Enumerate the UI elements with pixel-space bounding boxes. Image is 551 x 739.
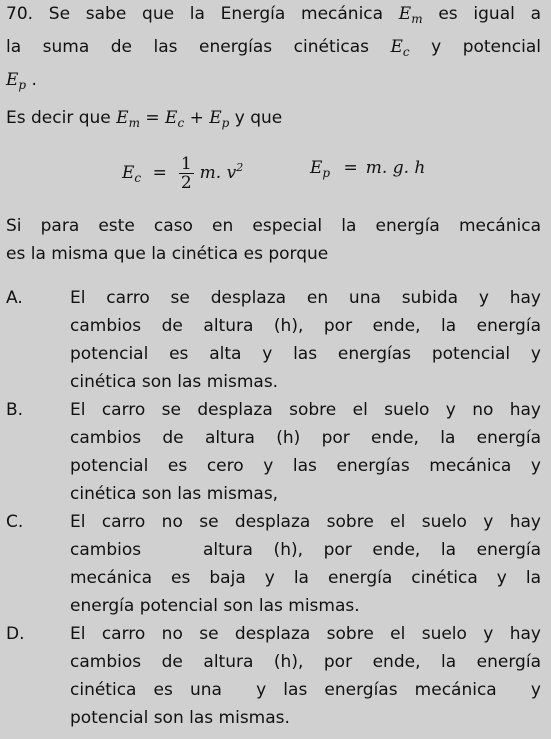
- option-d[interactable]: [6, 620, 541, 732]
- question-text: [6, 212, 541, 268]
- option-line: cinética es una y las energías mecánica y: [70, 680, 541, 700]
- option-text: [70, 284, 541, 396]
- ep-symbol: E: [310, 158, 323, 178]
- decir-text: Es decir que: [6, 108, 117, 128]
- decir-ec-sub: c: [177, 116, 185, 130]
- decir-end: y que: [229, 108, 283, 128]
- option-text: [70, 508, 541, 620]
- intro-line-1-text: 70. Se sabe que la Energía mecánica: [6, 4, 399, 24]
- intro-paragraph: [6, 0, 541, 99]
- potential-energy-formula: [310, 154, 425, 187]
- energy-sum-sentence: [6, 104, 282, 137]
- symbol-ep-sub: p: [18, 78, 27, 92]
- formulas-row: [122, 148, 542, 192]
- symbol-ec: E: [390, 37, 403, 57]
- velocity-exponent: 2: [236, 161, 244, 174]
- option-line: El carro no se desplaza sobre el suelo y hay: [70, 624, 541, 644]
- ec-symbol: E: [122, 163, 135, 183]
- ep-equals: =: [343, 158, 358, 178]
- option-line: mecánica es baja y la energía cinética y la: [70, 568, 541, 588]
- kinetic-energy-formula: [122, 154, 243, 192]
- option-b[interactable]: [6, 396, 541, 508]
- mass-gravity-height: m. g. h: [365, 158, 426, 178]
- intro-line-2-end: y potencial: [409, 37, 542, 57]
- intro-line-2: [6, 33, 541, 66]
- intro-line-2-text: la suma de las energías cinéticas: [6, 37, 391, 57]
- option-line: cambios de altura (h), por ende, la energía: [70, 316, 541, 336]
- option-line: El carro se desplaza en una subida y hay: [70, 288, 541, 308]
- intro-line-1: [6, 0, 541, 33]
- symbol-ep: E: [6, 70, 19, 90]
- fraction-numerator: 1: [180, 153, 192, 174]
- ep-symbol-sub: p: [322, 166, 331, 180]
- mass-velocity: m. v: [199, 163, 237, 183]
- question-line-2: es la misma que la cinética es porque: [6, 244, 329, 264]
- symbol-ec-sub: c: [402, 45, 410, 59]
- option-line: energía potencial son las mismas.: [70, 596, 360, 616]
- option-line: El carro se desplaza sobre el suelo y no hay: [70, 400, 541, 420]
- option-text: [70, 396, 541, 508]
- decir-ec: E: [165, 108, 178, 128]
- symbol-em-sub: m: [411, 12, 423, 26]
- ec-symbol-sub: c: [134, 171, 142, 185]
- decir-plus: +: [184, 108, 210, 128]
- symbol-em: E: [398, 4, 412, 24]
- decir-ep-sub: p: [221, 116, 230, 130]
- option-line: El carro no se desplaza sobre el suelo y hay: [70, 512, 541, 532]
- option-c[interactable]: [6, 508, 541, 620]
- option-letter: D.: [6, 624, 25, 644]
- fraction-denominator: 2: [180, 172, 192, 193]
- option-line: cinética son las mismas.: [70, 372, 279, 392]
- decir-em-sub: m: [128, 116, 140, 130]
- intro-line-3: [6, 66, 541, 99]
- decir-ep: E: [209, 108, 222, 128]
- option-letter: A.: [6, 288, 23, 308]
- option-text: [70, 620, 541, 732]
- option-letter: B.: [6, 400, 24, 420]
- intro-line-1-end: es igual a: [422, 4, 541, 24]
- option-line: cinética son las mismas,: [70, 484, 279, 504]
- one-half-fraction: [179, 155, 194, 192]
- option-a[interactable]: [6, 284, 541, 396]
- option-line: cambios altura (h), por ende, la energía: [70, 540, 541, 560]
- option-line: potencial es cero y las energías mecánica y: [70, 456, 541, 476]
- question-line-1: Si para este caso en especial la energía mecánica: [6, 216, 541, 236]
- option-letter: C.: [6, 512, 24, 532]
- option-line: potencial es alta y las energías potencial y: [70, 344, 541, 364]
- decir-equals: =: [139, 108, 166, 128]
- intro-line-3-end: .: [26, 70, 37, 90]
- option-line: potencial son las mismas.: [70, 708, 290, 728]
- option-line: cambios de altura (h) por ende, la energía: [70, 428, 541, 448]
- ec-equals: =: [152, 163, 167, 183]
- option-line: cambios de altura (h), por ende, la energía: [70, 652, 541, 672]
- answer-options: [6, 284, 541, 732]
- decir-em: E: [116, 108, 129, 128]
